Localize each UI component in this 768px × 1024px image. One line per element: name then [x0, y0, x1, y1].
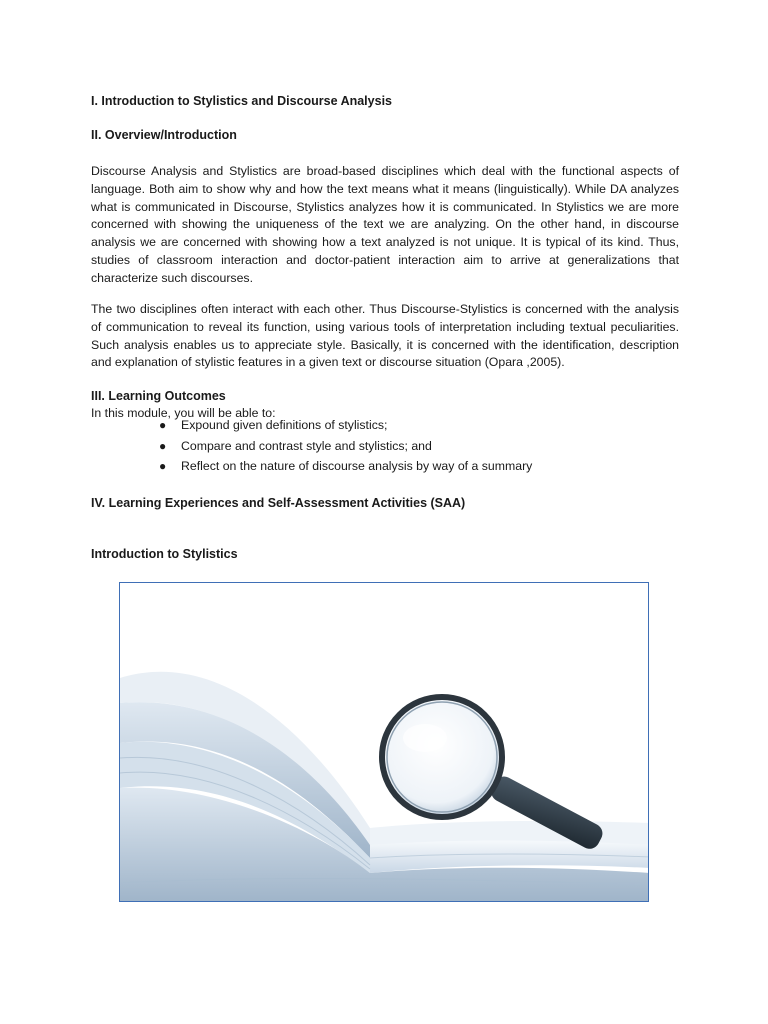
overview-paragraph-2: The two disciplines often interact with each other. Thus Discourse-Stylistics is concerned with the analysis of communication to reveal its function, using various tools of interpretation including textual peculiarities. Such analysis enables us to appreciate style. Basically, it is concerned with the identification, description and explanation of stylistic features in a given text or discourse situation (Opara ,2005). — [91, 302, 679, 370]
section-title-intro-stylistics: Introduction to Stylistics — [91, 547, 238, 561]
bullet-icon: ● — [159, 418, 167, 432]
overview-paragraph-1: Discourse Analysis and Stylistics are broad-based disciplines which deal with the functional aspects of language. Both aim to show why and how the text means what it means (linguistically). While DA analyzes what is communicated in Discourse, Stylistics analyzes how it is communicated. In Stylistics we are more concerned with showing the uniqueness of the text we are analyzing. On the other hand, in discourse analysis we are concerned with showing how a text analyzed is not unique. It is typical of its kind. Thus, studies of classroom interaction and doctor-patient interaction aim to arrive at generalizations that characterize such discourses. — [91, 164, 679, 285]
section-title-learning-outcomes: III. Learning Outcomes — [91, 389, 226, 403]
section-title-learning-experiences: IV. Learning Experiences and Self-Assessment Activities (SAA) — [91, 496, 466, 510]
list-item: ● Compare and contrast style and stylistics; and — [159, 436, 532, 457]
section-title-overview: II. Overview/Introduction — [91, 128, 237, 142]
bullet-icon: ● — [159, 438, 167, 453]
magnifier-on-books-image — [119, 582, 649, 902]
outcomes-intro: In this module, you will be able to: — [91, 406, 276, 420]
bullet-icon: ● — [159, 459, 167, 473]
section-title-introduction: I. Introduction to Stylistics and Discourse Analysis — [91, 94, 392, 108]
learning-outcomes-list — [159, 415, 532, 477]
list-item: ● Reflect on the nature of discourse analysis by way of a summary — [159, 456, 532, 477]
list-item: ● Expound given definitions of stylistics; — [159, 415, 532, 436]
magnifying-glass-on-open-books-icon — [120, 583, 649, 902]
